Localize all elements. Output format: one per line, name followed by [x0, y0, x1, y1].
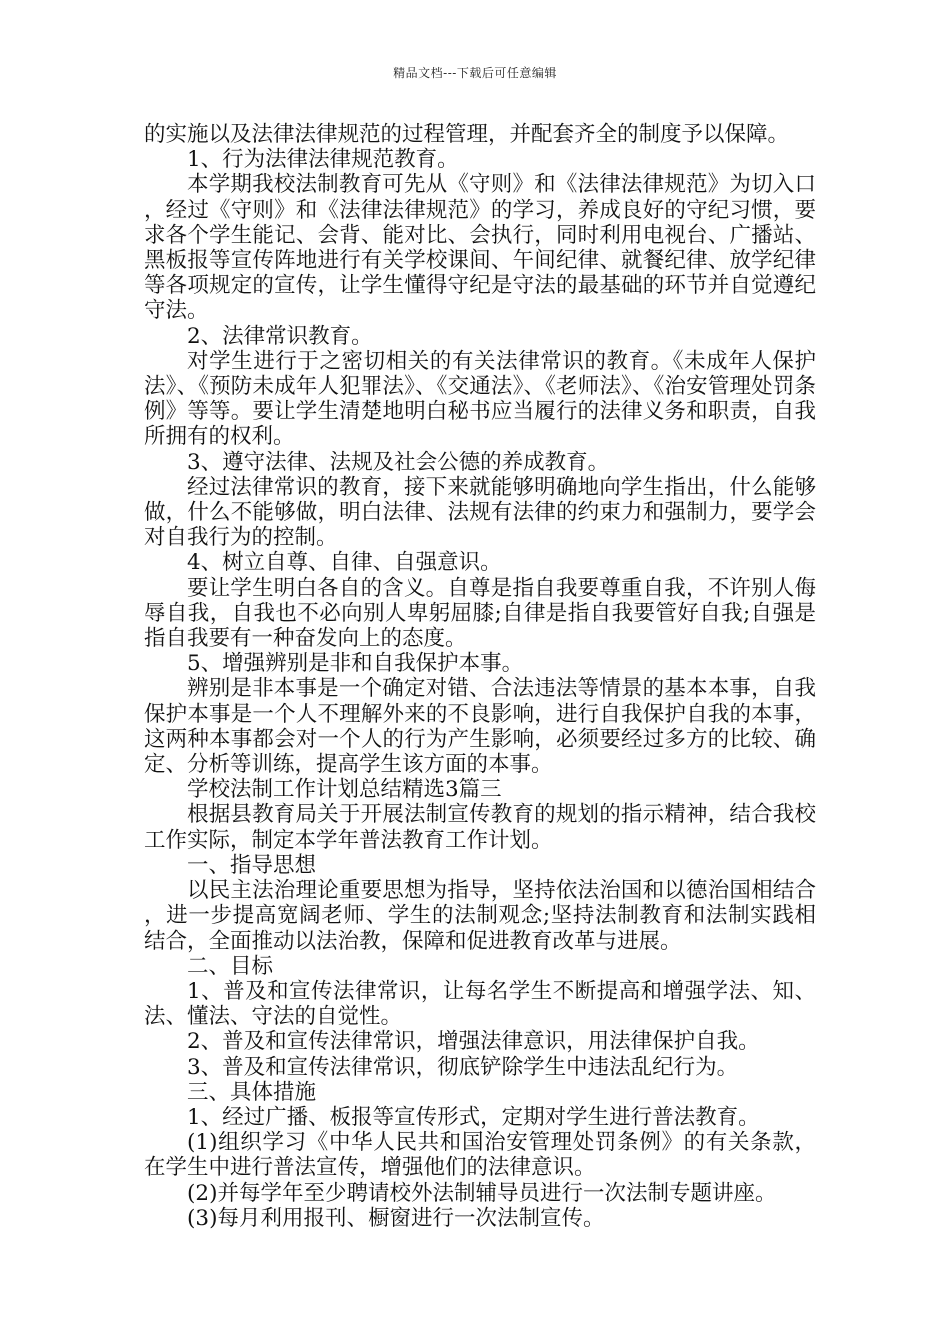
list-item: 3、普及和宣传法律常识，彻底铲除学生中违法乱纪行为。: [187, 1054, 739, 1080]
article-title: 学校法制工作计划总结精选3篇三: [187, 777, 502, 803]
paragraph: 本学期我校法制教育可先从《守则》和《法律法律规范》为切入口，经过《守则》和《法律法律规范》的学习，养成良好的守纪习惯，要求各个学生能记、会背、能对比、会执行，同时利用电视台、广播站、黑板报等宣传阵地进行有关学校课间、午间纪律、就餐纪律、放学纪律等各项规定的宣传，让学生懂得守纪是守法的最基础的环节并自觉遵纪守法。: [144, 172, 816, 324]
section-heading: 二、目标: [187, 953, 274, 979]
list-item: 2、普及和宣传法律常识，增强法律意识，用法律保护自我。: [187, 1029, 760, 1055]
paragraph: 的实施以及法律法律规范的过程管理，并配套齐全的制度予以保障。: [144, 122, 790, 147]
paragraph: 对学生进行于之密切相关的有关法律常识的教育。《未成年人保护法》、《预防未成年人犯罪法》、《交通法》、《老师法》、《治安管理处罚条例》等等。要让学生清楚地明白秘书应当履行的法律义务和职责，自我所拥有的权利。: [144, 348, 816, 450]
section-heading: 一、指导思想: [187, 852, 317, 878]
section-heading: 4、树立自尊、自律、自强意识。: [187, 550, 502, 576]
section-heading: 1、行为法律法律规范教育。: [187, 147, 459, 173]
paragraph: 以民主法治理论重要思想为指导，坚持依法治国和以德治国相结合，进一步提高宽阔老师、学生的法制观念;坚持法制教育和法制实践相结合，全面推动以法治教，保障和促进教育改革与进展。: [144, 878, 816, 954]
list-item: 1、普及和宣传法律常识，让每名学生不断提高和增强学法、知、法、懂法、守法的自觉性。: [144, 978, 816, 1030]
section-heading: 三、具体措施: [187, 1079, 317, 1105]
section-heading: 2、法律常识教育。: [187, 323, 373, 349]
section-heading: 5、增强辨别是非和自我保护本事。: [187, 651, 524, 677]
paragraph: 根据县教育局关于开展法制宣传教育的规划的指示精神，结合我校工作实际，制定本学年普法教育工作计划。: [144, 802, 816, 853]
paragraph: 经过法律常识的教育，接下来就能够明确地向学生指出，什么能够做，什么不能够做，明白法律、法规有法律的约束力和强制力，要学会对自我行为的控制。: [144, 474, 816, 551]
paragraph: 要让学生明白各自的含义。自尊是指自我要尊重自我，不许别人侮辱自我，自我也不必向别人卑躬屈膝;自律是指自我要管好自我;自强是指自我要有一种奋发向上的态度。: [144, 575, 816, 652]
list-item: (1)组织学习《中华人民共和国治安管理处罚条例》的有关条款，在学生中进行普法宣传，增强他们的法律意识。: [144, 1130, 816, 1181]
page-header: 精品文档---下载后可任意编辑: [393, 66, 557, 80]
list-item: (2)并每学年至少聘请校外法制辅导员进行一次法制专题讲座。: [187, 1180, 777, 1206]
list-item: 1、经过广播、板报等宣传形式，定期对学生进行普法教育。: [187, 1104, 760, 1130]
section-heading: 3、遵守法律、法规及社会公德的养成教育。: [187, 449, 610, 475]
document-body: [144, 122, 816, 1231]
paragraph: 辨别是非本事是一个确定对错、合法违法等情景的基本本事，自我保护本事是一个人不理解外来的不良影响，进行自我保护自我的本事，这两种本事都会对一个人的行为产生影响，必须要经过多方的比较、确定、分析等训练，提高学生该方面的本事。: [144, 676, 816, 778]
list-item: (3)每月利用报刊、橱窗进行一次法制宣传。: [187, 1205, 605, 1231]
